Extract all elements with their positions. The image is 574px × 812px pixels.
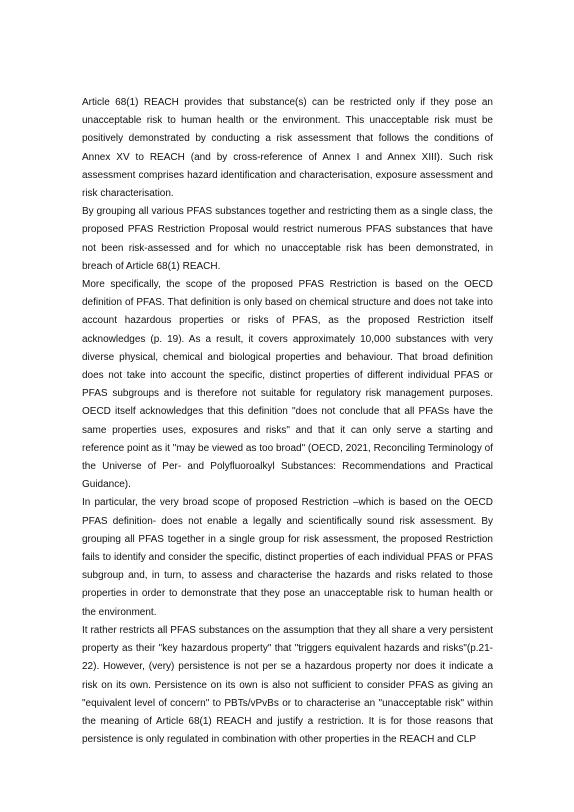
paragraph-oecd-definition-scope: More specifically, the scope of the proposed PFAS Restriction is based on the OECD definition of PFAS. That definition is only based on chemical structure and does not take into account hazardous properties or risks of PFAS, as the proposed Restriction itself acknowledges (p. 19). As a result, it covers approximately 10,000 substances with very diverse physical, chemical and biological properties and behaviour. That broad definition does not take into account the specific, distinct properties of different individual PFAS or PFAS subgroups and is therefore not suitable for regulatory risk management purposes. OECD itself acknowledges that this definition "does not conclude that all PFASs have the same properties uses, exposures and risks" and that it can only serve a starting and reference point as it "may be viewed as too broad" (OECD, 2021, Reconciling Terminology of the Universe of Per- and Polyfluoroalkyl Substances: Recommendations and Practical Guidance). xyxy=(82,279,493,491)
paragraph-persistence-hazard: It rather restricts all PFAS substances on the assumption that they all share a very persistent property as their "key hazardous property" that "triggers equivalent hazards and risks"(p.21-22). However, (very) persistence is not per se a hazardous property nor does it indicate a risk on its own. Persistence on its own is also not sufficient to consider PFAS as giving an "equivalent level of concern" to PBTs/vPvBs or to characterise an "unacceptable risk" within the meaning of Article 68(1) REACH and justify a restriction. It is for those reasons that persistence is only regulated in combination with other properties in the REACH and CLP xyxy=(82,624,493,746)
paragraph-article-68-risk-assessment: Article 68(1) REACH provides that substance(s) can be restricted only if they pose an unacceptable risk to human health or the environment. This unacceptable risk must be positively demonstrated by conducting a risk assessment that follows the conditions of Annex XV to REACH (and by cross-reference of Annex I and Annex XIII). Such risk assessment comprises hazard identification and characterisation, exposure assessment and risk characterisation. xyxy=(82,97,493,200)
paragraph-grouping-pfas-breach: By grouping all various PFAS substances together and restricting them as a single class, the proposed PFAS Restriction Proposal would restrict numerous PFAS substances that have not been risk-assessed and for which no unacceptable risk has been demonstrated, in breach of Article 68(1) REACH. xyxy=(82,206,493,272)
document-body xyxy=(82,94,493,749)
paragraph-broad-scope-risk-assessment: In particular, the very broad scope of proposed Restriction –which is based on the OECD PFAS definition- does not enable a legally and scientifically sound risk assessment. By grouping all PFAS together in a single group for risk assessment, the proposed Restriction fails to identify and consider the specific, distinct properties of each individual PFAS or PFAS subgroup and, in turn, to assess and characterise the hazards and risks related to those properties in order to demonstrate that they pose an unacceptable risk to human health or the environment. xyxy=(82,497,493,618)
